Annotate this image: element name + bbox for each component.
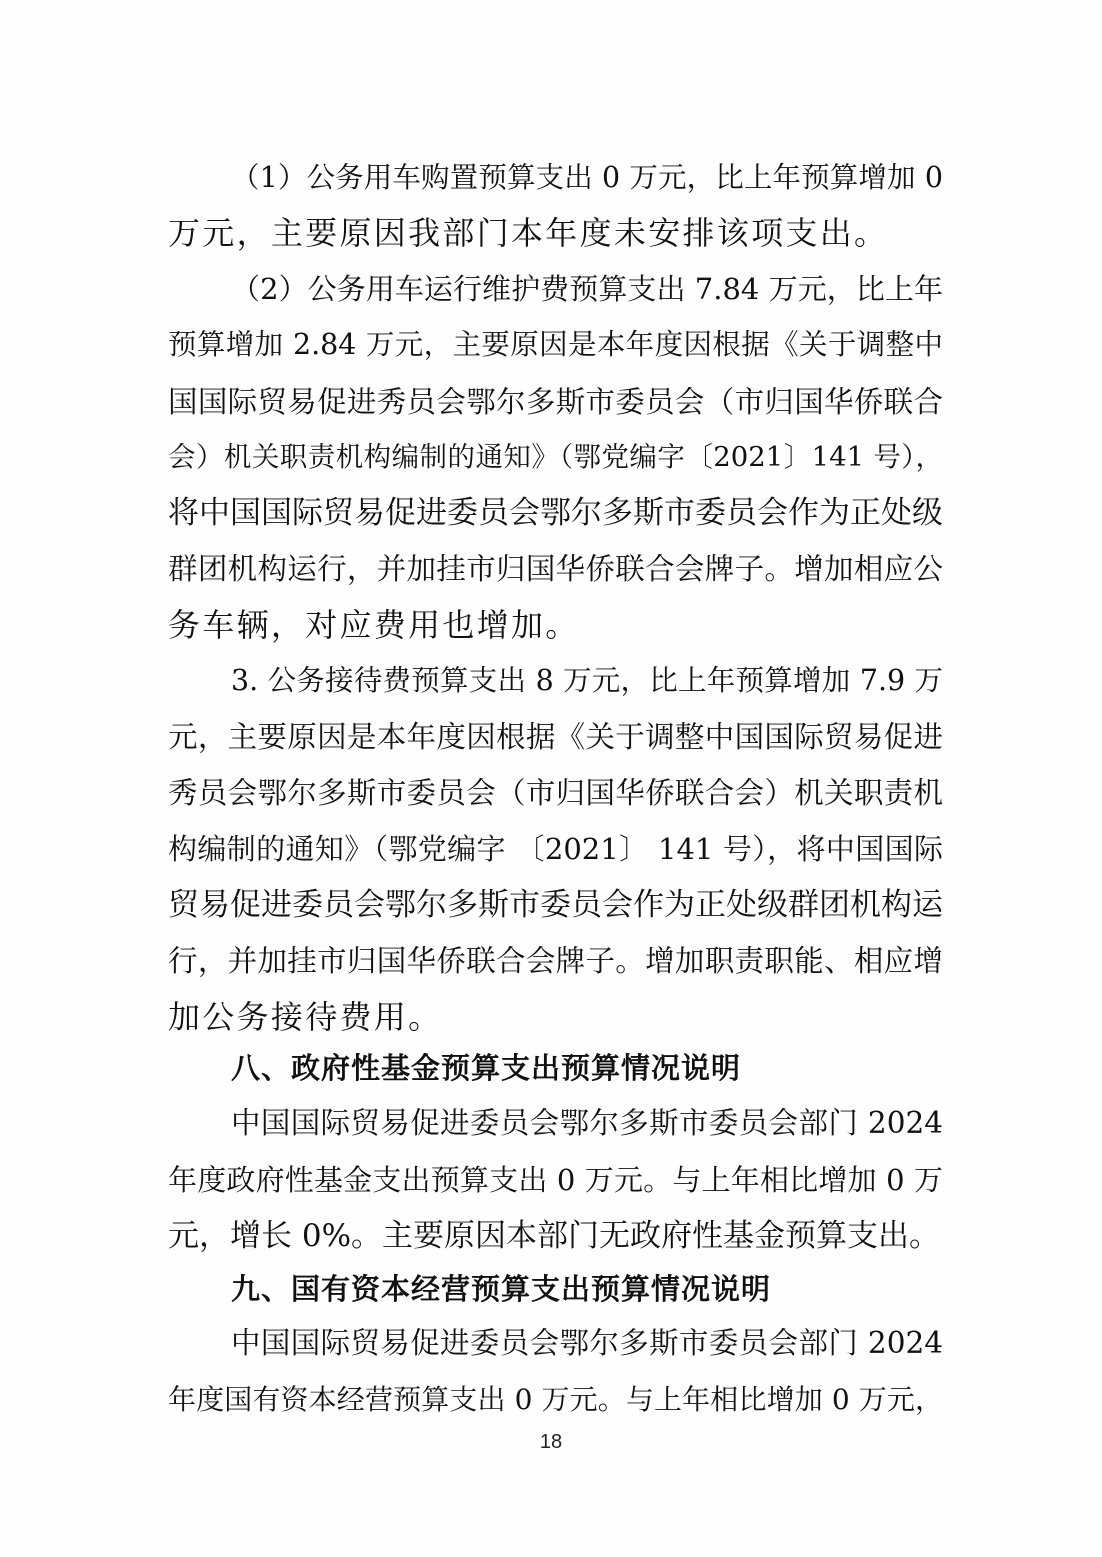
text-line: 务车辆，对应费用也增加。: [168, 606, 580, 644]
text-line: 中国国际贸易促进委员会鄂尔多斯市委员会部门 2024: [231, 1326, 943, 1360]
text-line: 群团机构运行，并加挂市归国华侨联合会牌子。增加相应公: [168, 552, 943, 586]
text-line: 元，主要原因是本年度因根据《关于调整中国国际贸易促进: [168, 720, 943, 754]
text-line: 将中国国际贸易促进委员会鄂尔多斯市委员会作为正处级: [168, 495, 943, 531]
text-line: 贸易促进委员会鄂尔多斯市委员会作为正处级群团机构运: [168, 887, 943, 923]
text-line: 年度国有资本经营预算支出 0 万元。与上年相比增加 0 万元，: [168, 1383, 943, 1416]
text-line: 预算增加 2.84 万元，主要原因是本年度因根据《关于调整中: [168, 328, 943, 361]
text-line: 构编制的通知》（鄂党编字 〔2021〕 141 号），将中国国际: [168, 832, 943, 866]
text-line: 加公务接待费用。: [168, 998, 443, 1036]
text-line: 中国国际贸易促进委员会鄂尔多斯市委员会部门 2024: [231, 1106, 943, 1140]
section-heading: 八、政府性基金预算支出预算情况说明: [231, 1051, 742, 1085]
text-line: 万元，主要原因我部门本年度未安排该项支出。: [168, 214, 889, 252]
text-line: （1）公务用车购置预算支出 0 万元，比上年预算增加 0: [231, 161, 943, 194]
text-line: 3. 公务接待费预算支出 8 万元，比上年预算增加 7.9 万: [231, 664, 943, 697]
text-line: 行，并加挂市归国华侨联合会牌子。增加职责职能、相应增: [168, 944, 943, 978]
section-heading: 九、国有资本经营预算支出预算情况说明: [231, 1272, 772, 1306]
page-number: 18: [539, 1431, 563, 1453]
text-line: 年度政府性基金支出预算支出 0 万元。与上年相比增加 0 万: [168, 1163, 943, 1197]
text-line: 会）机关职责机构编制的通知》（鄂党编字〔2021〕141 号），: [168, 441, 943, 473]
text-line: 秀员会鄂尔多斯市委员会（市归国华侨联合会）机关职责机: [168, 776, 943, 810]
text-line: 国国际贸易促进秀员会鄂尔多斯市委员会（市归国华侨联合: [168, 385, 943, 419]
text-line: 元，增长 0%。主要原因本部门无政府性基金预算支出。: [168, 1218, 941, 1254]
text-line: （2）公务用车运行维护费预算支出 7.84 万元，比上年: [231, 272, 943, 306]
